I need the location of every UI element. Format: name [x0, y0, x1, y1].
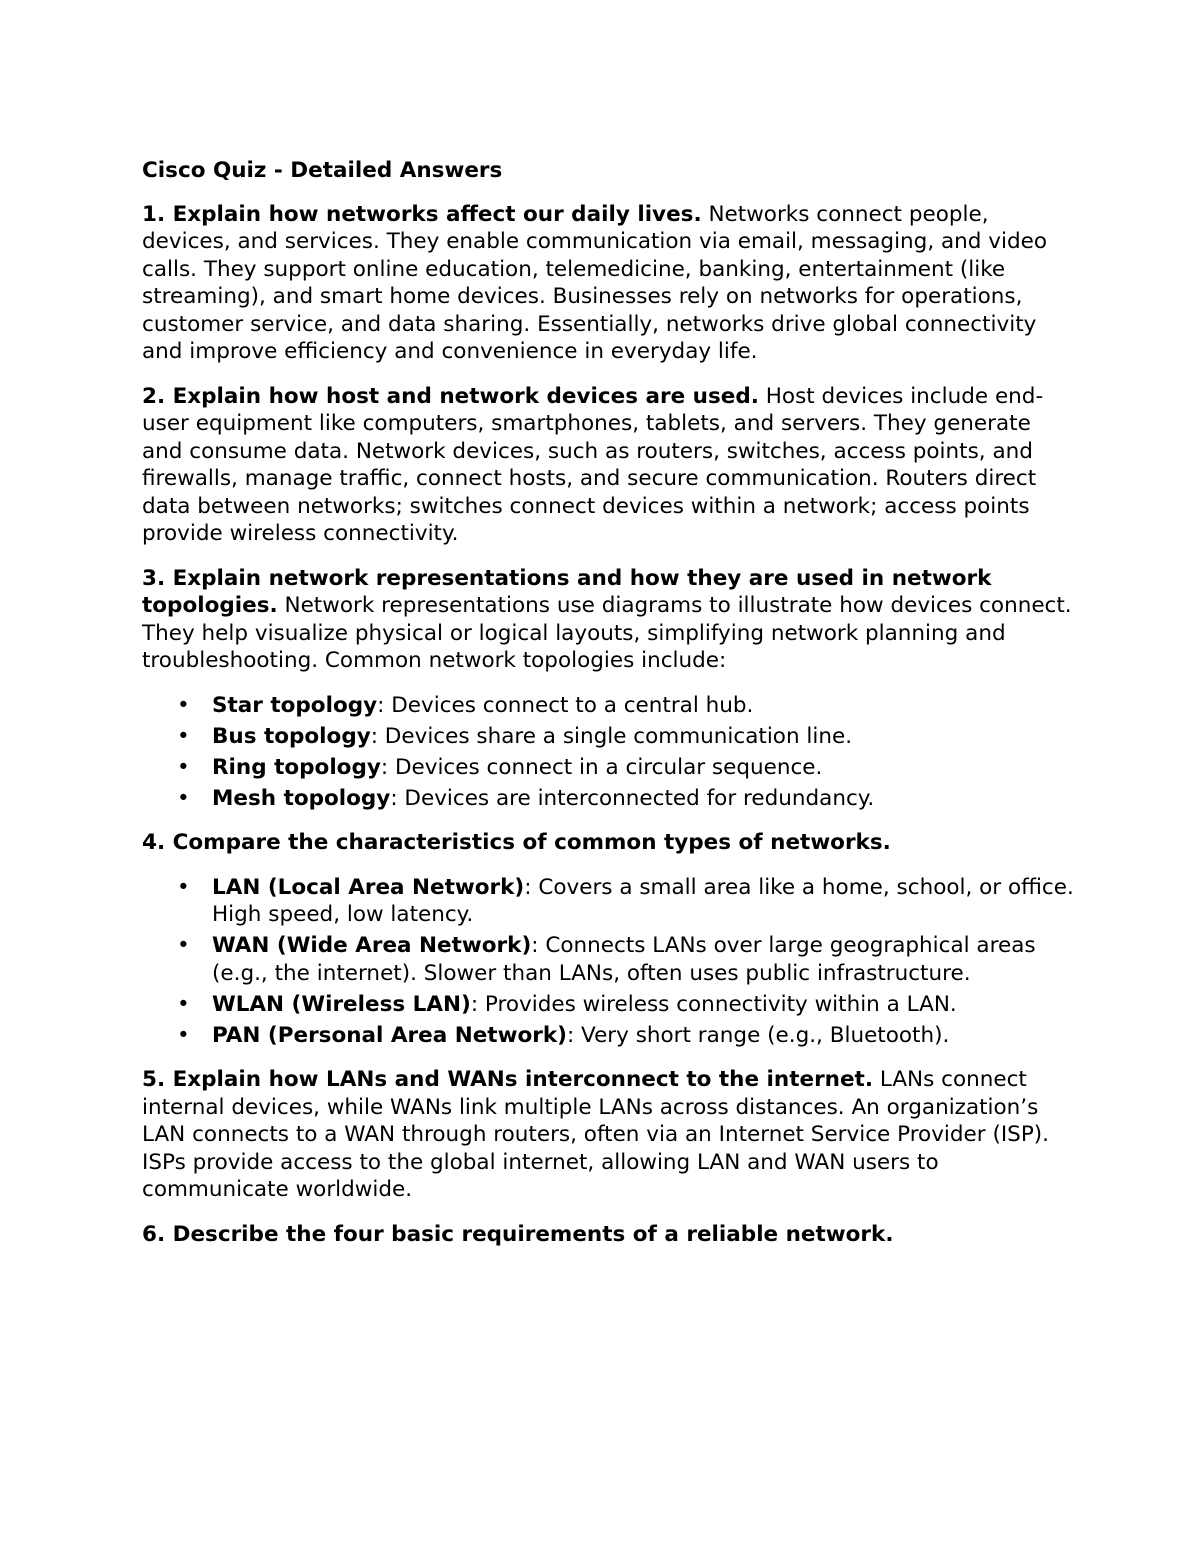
list-item-text: : Devices connect in a circular sequence.: [380, 754, 823, 780]
document-page: [142, 157, 1077, 1265]
bullet-icon: •: [177, 1022, 190, 1048]
bullet-icon: •: [177, 991, 190, 1017]
list-item-wlan: [142, 991, 1077, 1019]
bullet-icon: •: [177, 785, 190, 811]
list-item-wan: [142, 932, 1077, 987]
list-item-text: : Devices connect to a central hub.: [377, 692, 754, 718]
list-item-term: WAN (Wide Area Network): [212, 933, 532, 958]
section-2-body: Host devices include end-user equipment like computers, smartphones, tablets, and servers. They generate and consume data. Network devices, such as routers, switches, access points, and firewalls, manage traffic, connect hosts, and secure communication. Routers direct data between networks; switches connect devices within a network; access points provide wireless connectivity.: [142, 383, 1044, 546]
list-item-bus: [142, 723, 1077, 751]
list-item-text: : Connects LANs over large geographical areas (e.g., the internet). Slower than LANs, often uses public infrastructure.: [212, 933, 1036, 986]
list-item-term: PAN (Personal Area Network): [212, 1022, 567, 1048]
list-item-text: : Provides wireless connectivity within a LAN.: [470, 991, 957, 1017]
section-3-body: Network representations use diagrams to illustrate how devices connect. They help visualize physical or logical layouts, simplifying network planning and troubleshooting. Common network topologies include:: [142, 593, 1072, 673]
bullet-icon: •: [177, 723, 190, 749]
list-item-text: : Devices share a single communication line.: [370, 723, 853, 749]
section-1-body: Networks connect people, devices, and services. They enable communication via email, messaging, and video calls. They support online education, telemedicine, banking, entertainment (like streaming), and smart home devices. Businesses rely on networks for operations, customer service, and data sharing. Essentially, networks drive global connectivity and improve efficiency and convenience in everyday life.: [142, 201, 1048, 364]
section-2: [142, 383, 1077, 548]
section-1-heading: 1. Explain how networks affect our daily lives.: [142, 201, 702, 227]
section-4: [142, 829, 1077, 857]
list-item-pan: [142, 1022, 1077, 1050]
section-5-body: LANs connect internal devices, while WANs link multiple LANs across distances. An organization’s LAN connects to a WAN through routers, often via an Internet Service Provider (ISP). ISPs provide access to the global internet, allowing LAN and WAN users to communicate worldwide.: [142, 1067, 1050, 1202]
section-2-heading: 2. Explain how host and network devices are used.: [142, 383, 759, 409]
list-item-text: : Covers a small area like a home, school, or office. High speed, low latency.: [212, 874, 1074, 927]
section-5: [142, 1066, 1077, 1204]
list-item-star: [142, 692, 1077, 720]
section-6-heading: 6. Describe the four basic requirements of a reliable network.: [142, 1221, 894, 1247]
section-6: [142, 1221, 1077, 1249]
topology-list: [142, 692, 1077, 813]
list-item-text: : Very short range (e.g., Bluetooth).: [566, 1022, 950, 1048]
list-item-term: Star topology: [212, 692, 378, 718]
section-4-heading: 4. Compare the characteristics of common types of networks.: [142, 830, 891, 855]
section-3-heading: 3. Explain network representations and how they are used in network topologies.: [142, 565, 992, 618]
list-item-term: Ring topology: [212, 754, 381, 780]
list-item-term: WLAN (Wireless LAN): [212, 991, 471, 1017]
bullet-icon: •: [177, 692, 190, 718]
section-5-heading: 5. Explain how LANs and WANs interconnect to the internet.: [142, 1067, 873, 1092]
bullet-icon: •: [177, 933, 190, 958]
list-item-mesh: [142, 785, 1077, 813]
bullet-icon: •: [177, 874, 190, 900]
list-item-term: Mesh topology: [212, 785, 391, 811]
network-types-list: [142, 874, 1077, 1050]
list-item-term: LAN (Local Area Network): [212, 874, 525, 900]
section-1: [142, 201, 1077, 366]
list-item-ring: [142, 754, 1077, 782]
list-item-lan: [142, 874, 1077, 929]
list-item-term: Bus topology: [212, 723, 371, 749]
list-item-text: : Devices are interconnected for redundancy.: [390, 785, 875, 811]
bullet-icon: •: [177, 754, 190, 780]
document-title: Cisco Quiz - Detailed Answers: [142, 158, 503, 183]
section-3: [142, 565, 1077, 675]
